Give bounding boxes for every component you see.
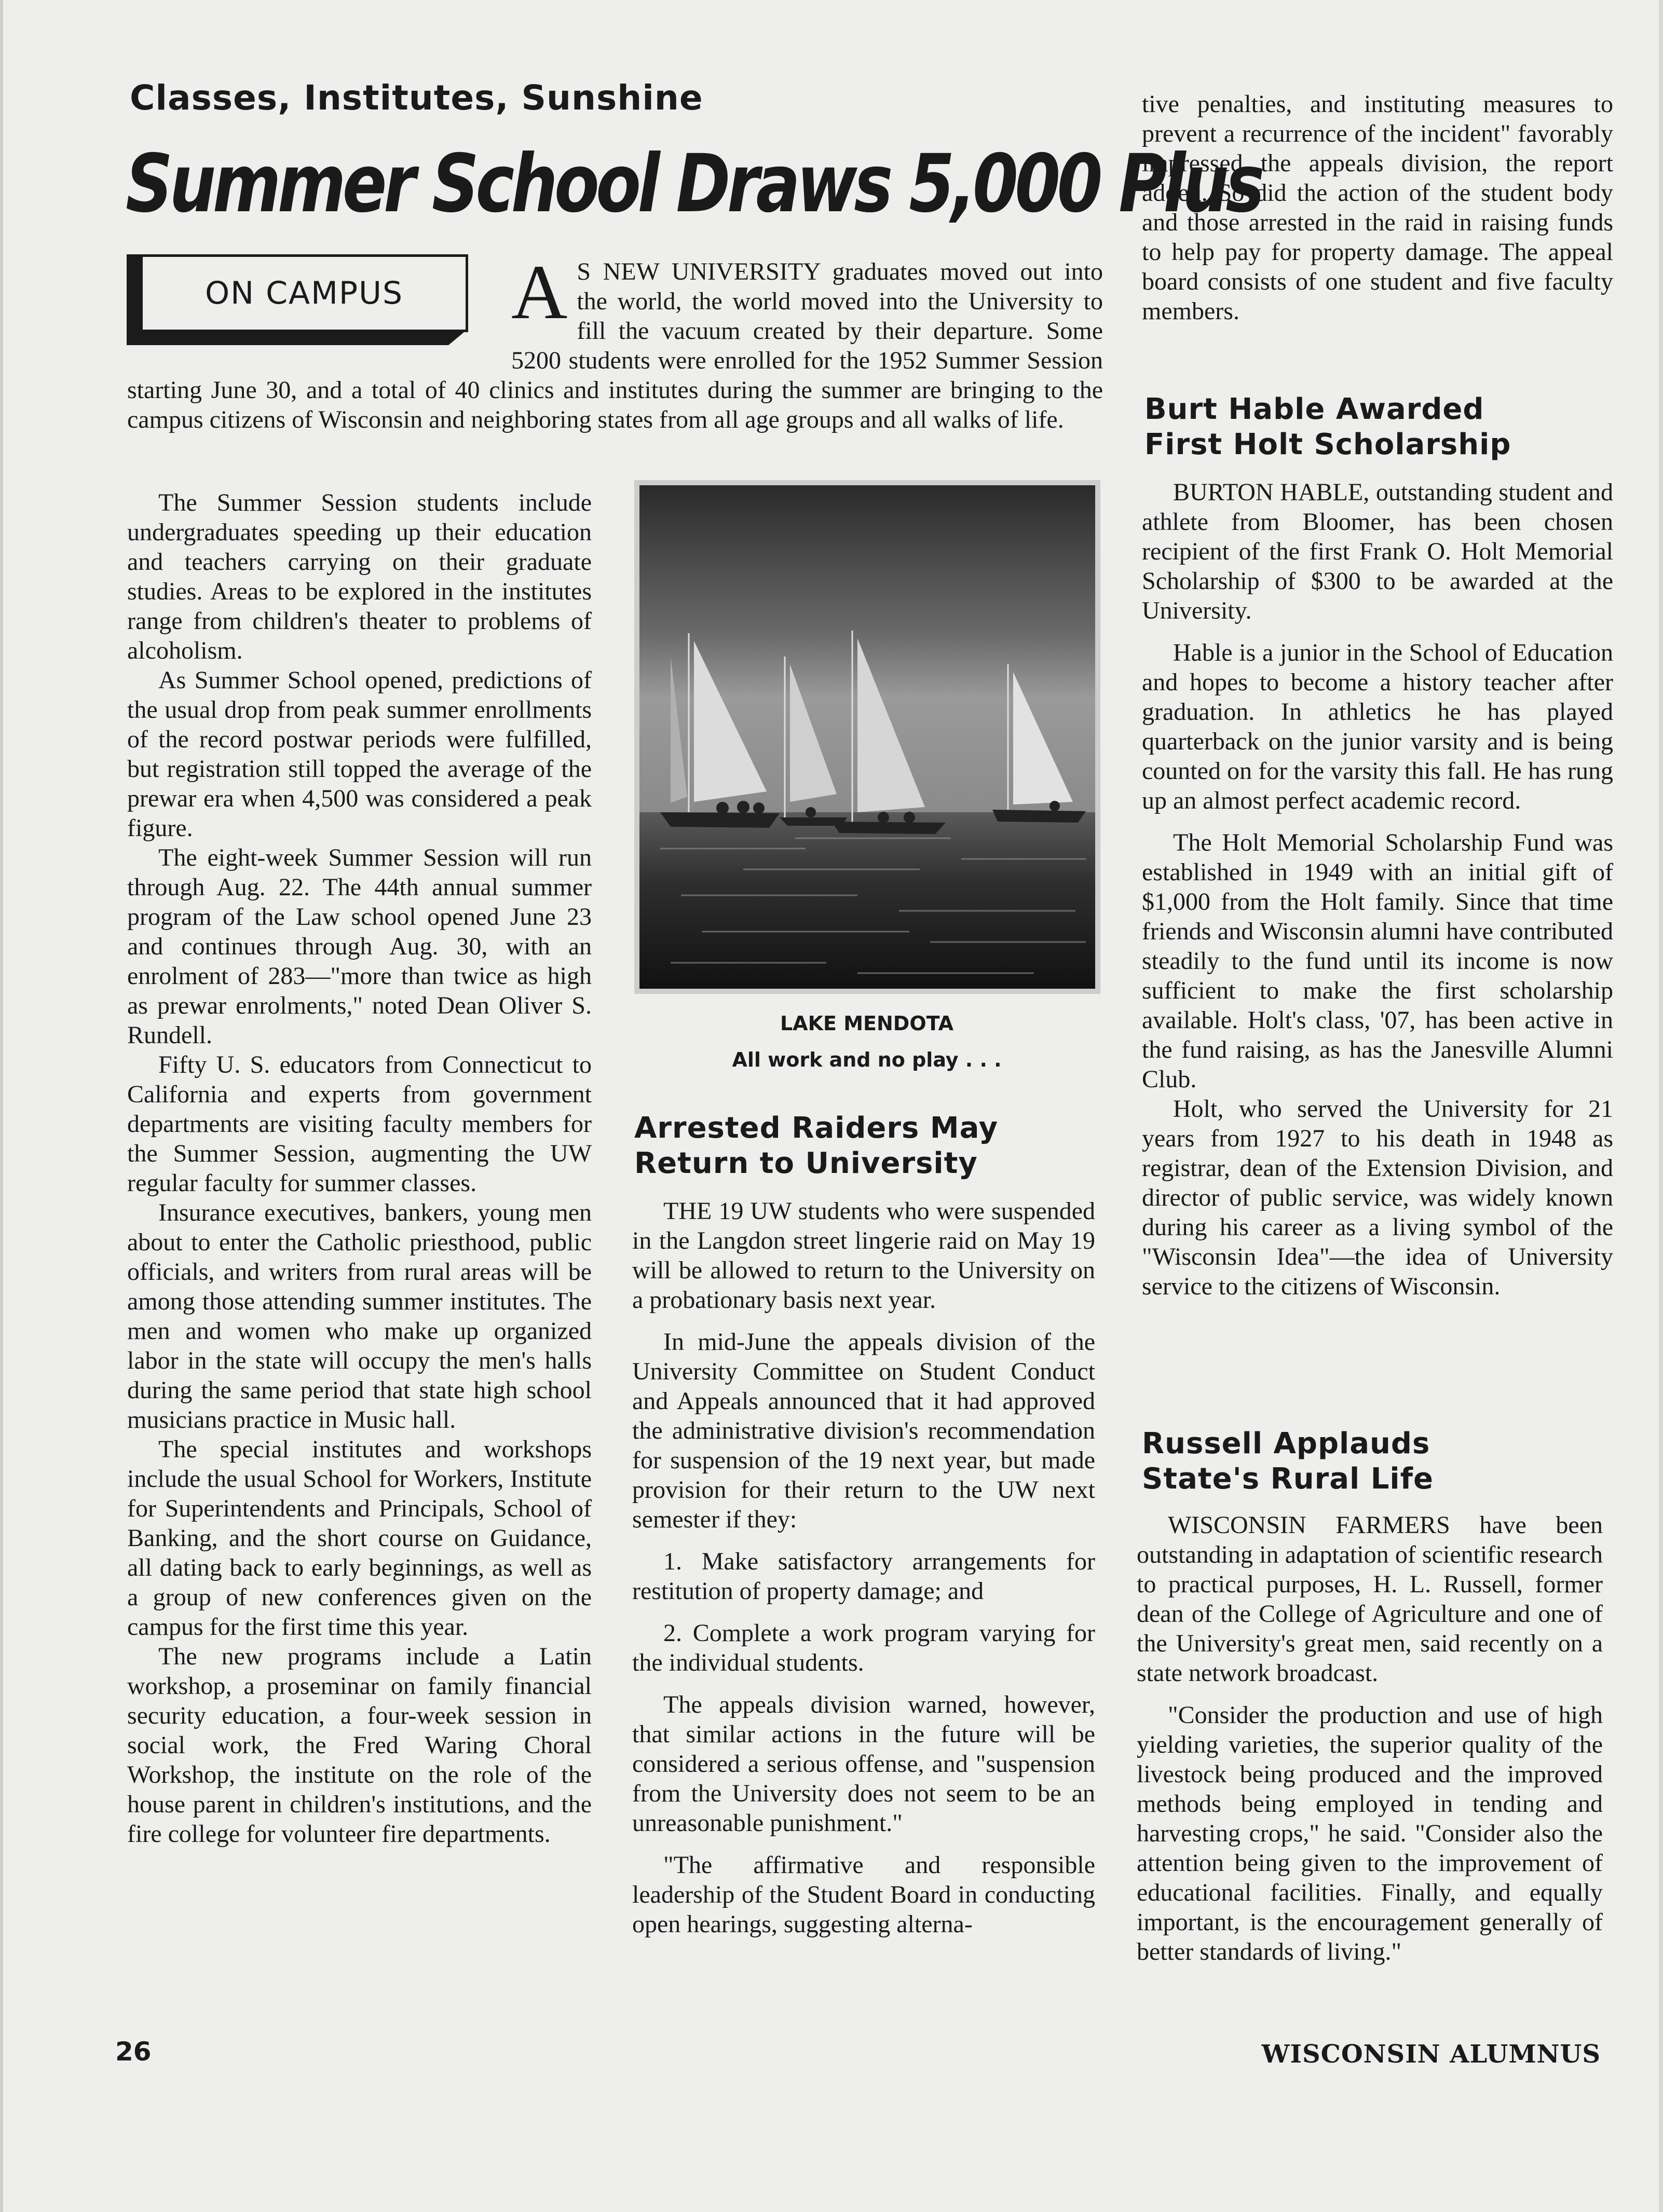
raiders-headline [634,1111,998,1181]
photo-caption-text: All work and no play . . . [732,1048,1002,1071]
hable-paragraph: BURTON HABLE, outstanding student and athlete from Bloomer, has been chosen recipient of the first Frank O. Holt Memorial Scholarship of $300 to be awarded at the University. [1142,479,1613,624]
left-column [127,488,592,1849]
raiders-paragraph: 2. Complete a work program varying for the individual students. [632,1619,1095,1676]
hable-column [1142,477,1613,1301]
hable-headline-line: Burt Hable Awarded [1144,392,1484,426]
lake-mendota-photo [634,480,1100,994]
raiders-paragraph: THE 19 UW students who were suspended in the Langdon street lingerie raid on May 19 will be allowed to return to the University on a probationary basis next year. [632,1197,1095,1314]
raiders-headline-line: Return to University [634,1146,978,1180]
badge-label: ON CAMPUS [140,254,468,332]
left-paragraph: The special institutes and workshops include the usual School for Workers, Institute for Superintendents and Principals, School of Banking, and the short course on Guidance, all dating back to early beginnings, as well as a group of new conferences given on the campus for the first time this year. [127,1436,592,1641]
hable-headline [1144,392,1511,462]
raiders-continuation [1142,89,1613,326]
raiders-paragraph: In mid-June the appeals division of the University Committee on Student Conduct and Appeals announced that it had approved the administrative division's recommendation for suspension of the 19 next year, but made provision for their return to the UW next semester if they: [632,1328,1095,1533]
hable-paragraph: Hable is a junior in the School of Education and hopes to become a history teacher after graduation. In athletics he has played quarterback on the junior varsity and is being counted on for the varsity this fall. He has rung up an almost perfect academic record. [1142,639,1613,814]
raiders-paragraph: The appeals division warned, however, that similar actions in the future will be considered a serious offense, and "suspension from the University does not seem to be an unreasonable punishment." [632,1691,1095,1837]
page-headline: Summer School Draws 5,000 Plus [126,138,1261,230]
sailboats-image [639,485,1095,989]
left-paragraph: The new programs include a Latin workshop, a proseminar on family financial security education, a four-week session in social work, the Fred Waring Choral Workshop, the institute on the role of the house parent in children's institutions, and the fire college for volunteer fire departments. [127,1643,592,1848]
intro-paragraph [127,249,1103,434]
magazine-name: WISCONSIN ALUMNUS [1261,2040,1601,2069]
section-kicker: Classes, Institutes, Sunshine [130,78,703,118]
hable-headline-line: First Holt Scholarship [1144,428,1511,461]
raiders-headline-line: Arrested Raiders May [634,1111,999,1145]
photo-caption-title: LAKE MENDOTA [780,1012,954,1035]
raiders-column [632,1196,1095,1939]
raiders-paragraph: "The affirmative and responsible leadership of the Student Board in conducting open hearings, suggesting alterna- [632,1851,1095,1938]
russell-column [1137,1510,1603,1967]
drop-cap: A [511,249,568,335]
russell-paragraph: "Consider the production and use of high yielding varieties, the superior quality of the livestock being produced and the improved methods being employed in tending and harvesting crops," he said. "Consider also the attention being given to the improvement of educational facilities. Finally, and equally important, is the encouragement generally of better standards of living." [1137,1701,1603,1965]
hable-paragraph: Holt, who served the University for 21 years from 1927 to his death in 1948 as registrar, dean of the Extension Division, and director of public service, was widely known during his career as a living symbol of the "Wisconsin Idea"—the idea of University service to the citizens of Wisconsin. [1142,1095,1613,1300]
left-paragraph: The eight-week Summer Session will run through Aug. 22. The 44th annual summer program of the Law school opened June 23 and continues through Aug. 30, with an enrolment of 283—"more than twice as high as prewar enrolments," noted Dean Oliver S. Rundell. [127,844,592,1049]
badge-spacer [127,257,511,366]
left-paragraph: As Summer School opened, predictions of the usual drop from peak summer enrollments of the record postwar periods were fulfilled, but registration still topped the average of the prewar era when 4,500 was considered a peak figure. [127,666,592,842]
intro-text: S NEW UNIVERSITY graduates moved out into the world, the world moved into the University to fill the vacuum created by their departure. Some 5200 students were enrolled for the 1952 Summer Session starting June 30, and a total of 40 clinics and institutes during the summer are bringing to the campus citizens of Wisconsin and neighboring states from all age groups and all walks of life. [127,258,1103,433]
left-paragraph: Fifty U. S. educators from Connecticut to California and experts from government departments are visiting faculty members for the Summer Session, augmenting the UW regular faculty for summer classes. [127,1051,592,1197]
left-paragraph: The Summer Session students include undergraduates speeding up their education and teachers carrying on their graduate studies. Areas to be explored in the institutes range from children's theater to problems of alcoholism. [127,489,592,664]
russell-headline [1142,1426,1434,1497]
raiders-paragraph: 1. Make satisfactory arrangements for restitution of property damage; and [632,1548,1095,1605]
russell-paragraph: WISCONSIN FARMERS have been outstanding in adaptation of scientific research to practical purposes, H. L. Russell, former dean of the College of Agriculture and one of the University's great men, said recently on a state network broadcast. [1137,1511,1603,1687]
left-paragraph: Insurance executives, bankers, young men about to enter the Catholic priesthood, public officials, and writers from rural areas will be among those attending summer institutes. The men and women who make up organized labor in the state will occupy the men's halls during the same period that state high school musicians practice in Music hall. [127,1199,592,1433]
russell-headline-line: State's Rural Life [1142,1462,1434,1496]
raiders-continuation-text: tive penalties, and instituting measures to prevent a recurrence of the incident" favorably impressed the appeals division, the report added. So did the action of the student body and those arrested in the raid in raising funds to help pay for property damage. The appeal board consists of one student and five faculty members. [1142,90,1613,325]
hable-paragraph: The Holt Memorial Scholarship Fund was established in 1949 with an initial gift of $1,000 from the Holt family. Since that time friends and Wisconsin alumni have contributed steadily to the fund until its income is now sufficient to make the first scholarship available. Holt's class, '07, has been active in the fund raising, as has the Janesville Alumni Club. [1142,829,1613,1093]
russell-headline-line: Russell Applauds [1142,1427,1430,1460]
page-number: 26 [115,2037,152,2067]
